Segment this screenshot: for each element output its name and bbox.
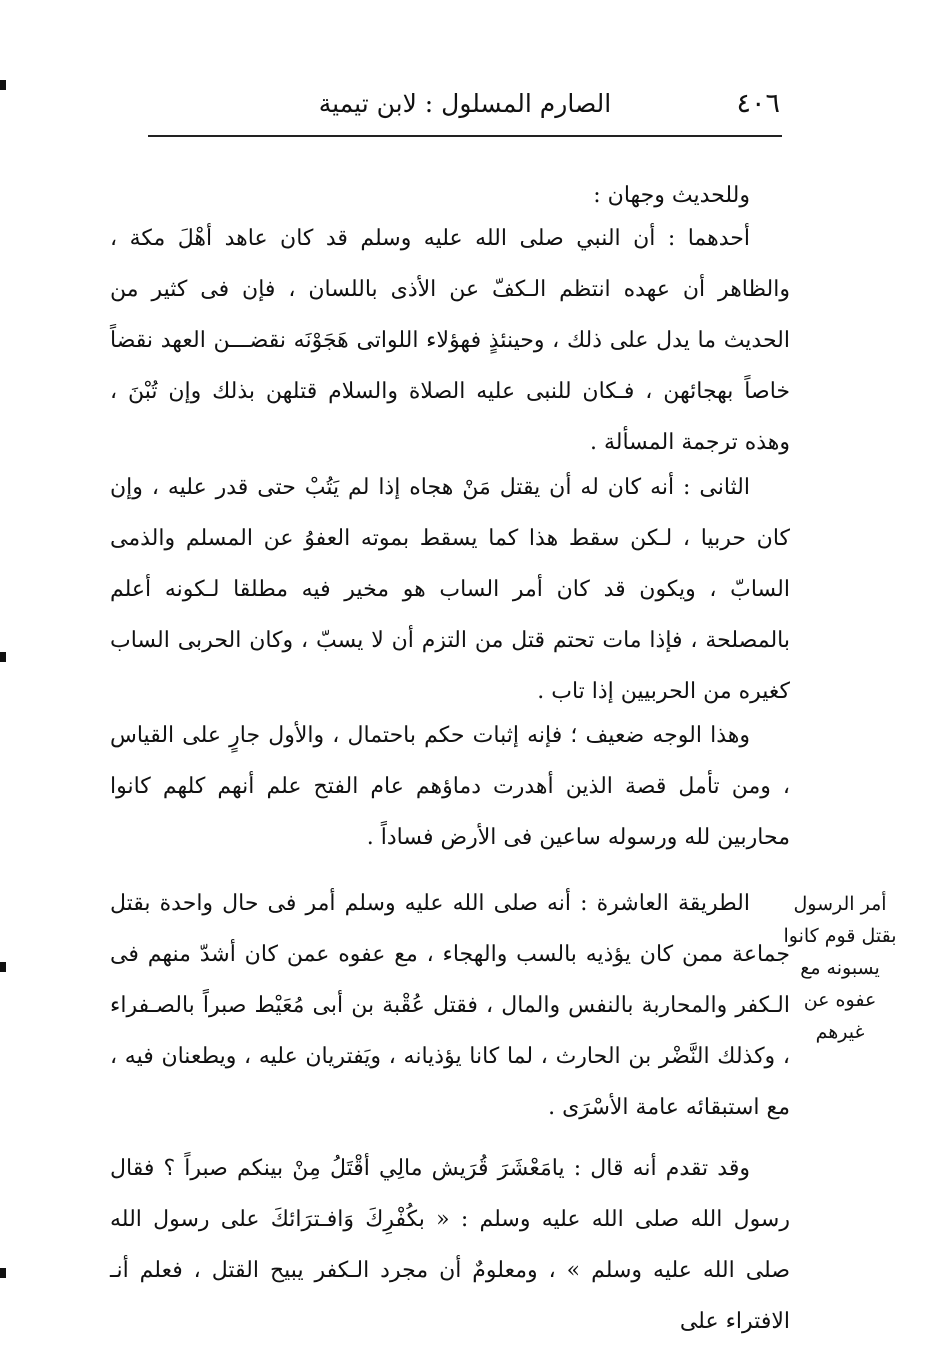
paragraph-second-aspect <box>110 462 790 717</box>
paragraph-weak-aspect <box>110 710 790 863</box>
paragraph-quraysh-quote-text: وقد تقدم أنه قال : يامَعْشَرَ قُرَيش مالِي أقْتَلُ مِنْ بينكم صبراً ؟ فقال رسول الله صلى الله عليه وسلم : « بكُفْرِكَ وَافـترَائكَ على رسول الله صلى الله عليه وسلم » ، ومعلومٌ أن مجرد الـكفر يبيح القتل ، فعلم أنـ الافتراء على <box>110 1156 790 1334</box>
margin-note <box>780 888 900 1048</box>
running-title: الصارم المسلول : لابن تيمية <box>318 89 612 118</box>
paragraph-tenth-method <box>110 878 790 1133</box>
scan-edge-mark <box>0 962 6 972</box>
paragraph-first-aspect-text: أحدهما : أن النبي صلى الله عليه وسلم قد كان عاهد أهْلَ مكة ، والظاهر أن عهده انتظم الـكفّ عن الأذى باللسان ، فإن فى كثير من الحديث ما يدل على ذلك ، وحينئذٍ فهؤلاء اللواتى هَجَوْنَه نقضـــن العهد نقضاً خاصاً بهجائهن ، فـكان للنبى عليه الصلاة والسلام قتلهن بذلك وإن تُبْنَ ، وهذه ترجمة المسألة . <box>110 226 790 455</box>
paragraph-weak-aspect-text: وهذا الوجه ضعيف ؛ فإنه إثبات حكم باحتمال ، والأول جارٍ على القياس ، ومن تأمل قصة الذين أهدرت دماؤهم عام الفتح علم أنهم كلهم كانوا محاربين لله ورسوله ساعين فى الأرض فساداً . <box>110 723 790 850</box>
margin-note-line: عفوه عن <box>803 989 877 1011</box>
margin-note-line: غيرهم <box>815 1021 865 1043</box>
margin-note-line: يسبونه مع <box>800 957 880 979</box>
scan-edge-mark <box>0 1268 6 1278</box>
margin-note-line: بقتل قوم كانوا <box>783 925 897 947</box>
page-header <box>150 86 780 122</box>
section-intro-text: وللحديث وجهان : <box>593 183 750 208</box>
page-number: ٤٠٦ <box>736 88 780 119</box>
scan-edge-mark <box>0 80 6 90</box>
header-divider <box>148 135 782 137</box>
margin-note-line: أمر الرسول <box>793 893 887 915</box>
paragraph-quraysh-quote <box>110 1143 790 1347</box>
scan-edge-mark <box>0 652 6 662</box>
paragraph-tenth-method-text: الطريقة العاشرة : أنه صلى الله عليه وسلم أمر فى حال واحدة بقتل جماعة ممن كان يؤذيه بالسب والهجاء ، مع عفوه عمن كان أشدّ منهم فى الـكفر والمحاربة بالنفس والمال ، فقتل عُقْبة بن أبى مُعَيْط صبراً بالصـفراء ، وكذلك النَّضْر بن الحارث ، لما كانا يؤذيانه ، ويَفتريان عليه ، ويطعنان فيه ، مع استبقائه عامة الأسْرَى . <box>110 891 790 1120</box>
paragraph-second-aspect-text: الثانى : أنه كان له أن يقتل مَنْ هجاه إذا لم يَتُبْ حتى قدر عليه ، وإن كان حربيا ، لـكن سقط هذا كما يسقط بموته العفوُ عن المسلم والذمى السابّ ، ويكون قد كان أمر الساب هو مخير فيه مطلقا لـكونه أعلم بالمصلحة ، فإذا مات تحتم قتل من التزم أن لا يسبّ ، وكان الحربى الساب كغيره من الحربيين إذا تاب . <box>110 475 790 704</box>
paragraph-first-aspect <box>110 213 790 468</box>
